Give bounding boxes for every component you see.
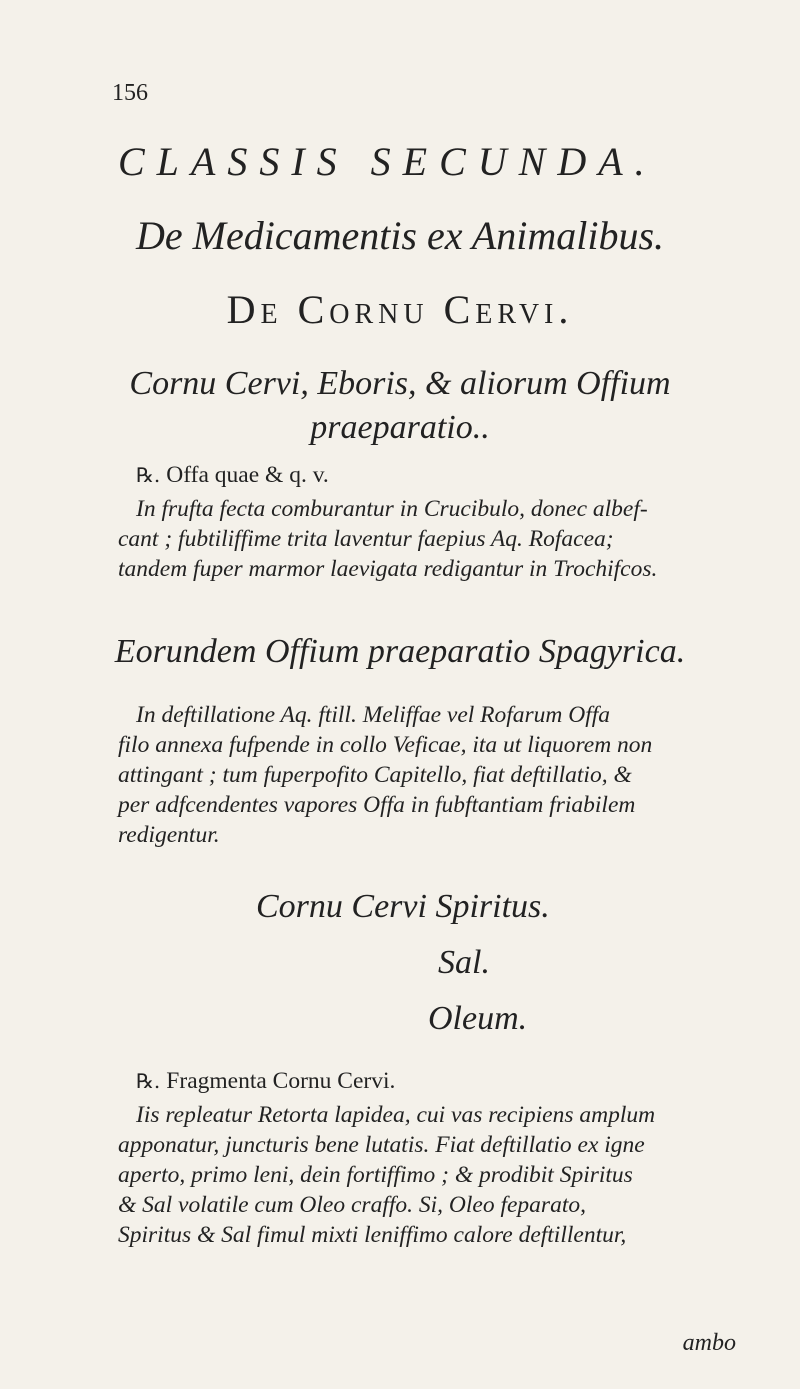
product-main: Cornu Cervi Spiritus. [256,888,550,925]
recipe-ingredient [136,1066,796,1096]
recipe-symbol: ℞. [136,1069,161,1093]
text-line: tandem fuper marmor laevigata redigantur in Trochifcos. [118,556,658,582]
text-line: Spiritus & Sal fimul mixti leniffimo calore deftillentur, [118,1222,627,1248]
class-title: CLASSIS SECUNDA. [118,139,657,184]
recipe-instructions [118,494,796,584]
heading-line: praeparatio.. [310,409,490,446]
text-line: per adfcendentes vapores Offa in fubftantiam friabilem [118,792,636,818]
text-line: & Sal volatile cum Oleo craffo. Si, Oleo feparato, [118,1192,586,1218]
recipe-distillation [118,1100,796,1250]
ingredient-text: Fragmenta Cornu Cervi. [166,1068,396,1094]
text-line: redigentur. [118,822,220,848]
text-line: apponatur, juncturis bene lutatis. Fiat deftillatio ex igne [118,1132,645,1158]
heading-spagyrica: Eorundem Offium praeparatio Spagyrica. [114,633,686,670]
chapter-title: De Cornu Cervi. [226,287,574,332]
text-line: attingant ; tum fuperpofito Capitello, fiat deftillatio, & [118,762,632,788]
page-number: 156 [112,80,148,106]
heading-line: Cornu Cervi, Eboris, & aliorum Offium [129,365,671,402]
text-line: In frufta fecta comburantur in Crucibulo, donec albef- [136,496,648,522]
catchword: ambo [682,1330,736,1356]
section-title: De Medicamentis ex Animalibus. [135,213,665,258]
text-line: cant ; fubtiliffime trita laventur faepius Aq. Rofacea; [118,526,614,552]
recipe-symbol: ℞. [136,463,161,487]
text-line: In deftillatione Aq. ftill. Meliffae vel Rofarum Offa [136,702,611,728]
text-line: Iis repleatur Retorta lapidea, cui vas recipiens amplum [136,1102,656,1128]
recipe-spagyrica [118,700,796,850]
text-line: aperto, primo leni, dein fortiffimo ; & prodibit Spiritus [118,1162,633,1188]
recipe-ingredient [136,460,796,490]
ingredient-text: Offa quae & q. v. [166,462,329,488]
text-line: filo annexa fufpende in collo Veficae, ita ut liquorem non [118,732,653,758]
heading-praeparatio [0,362,800,450]
product-sal: Sal. [438,944,490,981]
product-oleum: Oleum. [428,1000,528,1037]
